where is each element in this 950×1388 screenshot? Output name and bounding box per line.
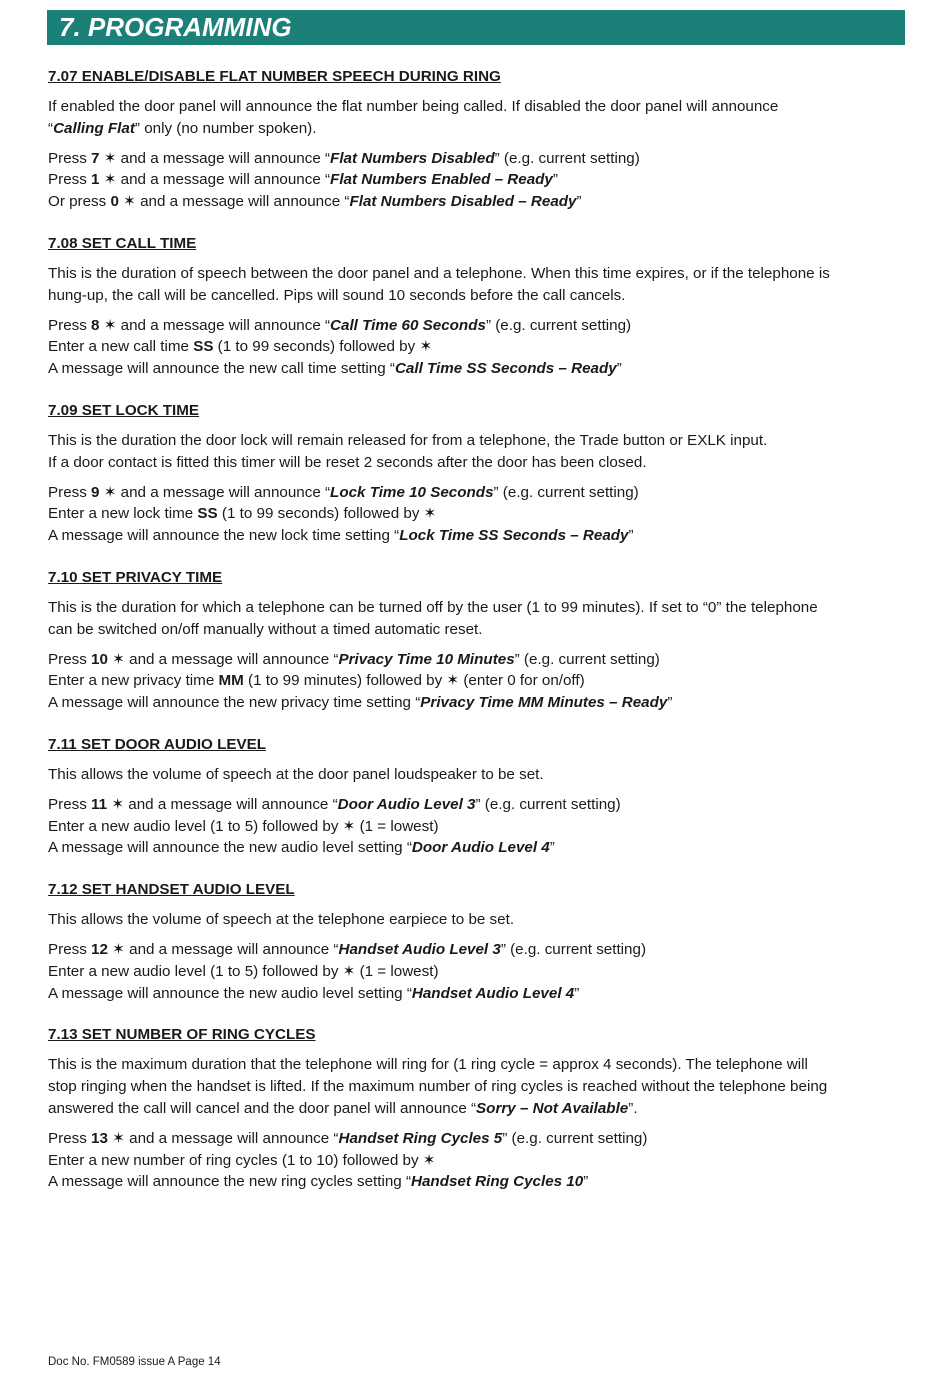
text-run: A message will announce the new audio level setting “ — [48, 839, 412, 857]
document-body — [48, 66, 906, 1213]
key-code: 8 — [91, 316, 100, 334]
instruction-step — [48, 525, 906, 547]
instruction-steps — [48, 482, 906, 547]
section-description — [48, 430, 906, 474]
section-7-07 — [48, 66, 906, 213]
section-7-13 — [48, 1024, 906, 1193]
instruction-step — [48, 816, 906, 838]
text-run: Enter a new number of ring cycles (1 to 10) followed by ✶ — [48, 1151, 436, 1169]
key-code: SS — [197, 505, 218, 523]
text-run: Press — [48, 149, 92, 167]
announced-message: Flat Numbers Disabled – Ready — [349, 193, 577, 211]
text-run: ” (e.g. current setting) — [475, 795, 621, 813]
instruction-step — [48, 1128, 906, 1150]
instruction-step — [48, 983, 906, 1005]
text-run: ✶ and a message will announce “ — [107, 1129, 339, 1147]
text-run: Press — [48, 940, 92, 958]
text-run: ” — [552, 171, 558, 189]
text-run: Press — [48, 171, 92, 189]
text-run: ” — [583, 1173, 589, 1191]
instruction-steps — [48, 794, 906, 859]
section-7-11 — [48, 734, 906, 859]
text-run: ” — [549, 839, 555, 857]
text-run: ” — [574, 984, 580, 1002]
text-run: (1 to 99 seconds) followed by ✶ — [213, 338, 433, 356]
instruction-step — [48, 1150, 906, 1172]
section-heading: 7.07 ENABLE/DISABLE FLAT NUMBER SPEECH DURING RING — [48, 68, 501, 85]
announced-message: Privacy Time MM Minutes – Ready — [420, 694, 668, 712]
instruction-step — [48, 961, 906, 983]
text-run: This is the duration the door lock will remain released for from a telephone, the Trade button or EXLK input. — [48, 431, 768, 449]
announced-message: Call Time SS Seconds – Ready — [394, 360, 617, 378]
text-run: ” — [628, 527, 634, 545]
description-line — [48, 1076, 906, 1098]
description-line — [48, 452, 906, 474]
text-run: hung-up, the call will be cancelled. Pips will sound 10 seconds before the call cancels. — [48, 286, 626, 304]
section-description — [48, 263, 906, 307]
announced-message: Flat Numbers Enabled – Ready — [330, 171, 553, 189]
text-run: This is the duration of speech between the door panel and a telephone. When this time expires, or if the telephone is — [48, 264, 830, 282]
text-run: ✶ and a message will announce “ — [118, 193, 350, 211]
announced-message: Door Audio Level 3 — [337, 795, 476, 813]
key-code: 10 — [91, 650, 108, 668]
section-7-12 — [48, 879, 906, 1004]
text-run: ” — [616, 360, 622, 378]
section-description — [48, 909, 906, 931]
section-7-10 — [48, 567, 906, 714]
announced-message: Door Audio Level 4 — [411, 839, 550, 857]
announced-message: Handset Ring Cycles 10 — [411, 1173, 584, 1191]
description-line — [48, 764, 906, 786]
instruction-steps — [48, 315, 906, 380]
key-code: 12 — [91, 940, 108, 958]
instruction-steps — [48, 148, 906, 213]
text-run: ” only (no number spoken). — [134, 119, 317, 137]
description-line — [48, 263, 906, 285]
announced-message: Handset Audio Level 3 — [338, 940, 501, 958]
description-line — [48, 1098, 906, 1120]
text-run: If enabled the door panel will announce the flat number being called. If disabled the door panel will announce — [48, 98, 779, 115]
key-code: 0 — [110, 193, 119, 211]
text-run: Enter a new audio level (1 to 5) followed by ✶ (1 = lowest) — [48, 817, 439, 835]
text-run: ”. — [628, 1099, 638, 1117]
key-code: SS — [193, 338, 214, 356]
description-line — [48, 430, 906, 452]
instruction-step — [48, 315, 906, 337]
text-run: (1 to 99 seconds) followed by ✶ — [217, 505, 437, 523]
text-run: answered the call will cancel and the door panel will announce “ — [48, 1099, 477, 1117]
section-description — [48, 1054, 906, 1119]
section-heading: 7.11 SET DOOR AUDIO LEVEL — [48, 735, 267, 753]
text-run: ” (e.g. current setting) — [502, 1129, 648, 1147]
text-run: “ — [48, 119, 54, 137]
section-description — [48, 764, 906, 786]
section-7-08 — [48, 233, 906, 380]
text-run: Enter a new call time — [48, 338, 194, 356]
instruction-step — [48, 939, 906, 961]
text-run: ” — [667, 694, 673, 712]
text-run: Enter a new audio level (1 to 5) followed by ✶ (1 = lowest) — [48, 962, 439, 980]
key-code: 13 — [91, 1129, 108, 1147]
section-heading: 7.08 SET CALL TIME — [48, 234, 197, 252]
text-run: This allows the volume of speech at the telephone earpiece to be set. — [48, 911, 515, 929]
key-code: MM — [218, 672, 244, 690]
text-run: ✶ and a message will announce “ — [99, 316, 331, 334]
instruction-step — [48, 670, 906, 692]
text-run: Press — [48, 483, 92, 501]
text-run: Enter a new privacy time — [48, 672, 219, 690]
instruction-steps — [48, 939, 906, 1004]
text-run: Press — [48, 1129, 92, 1147]
description-line — [48, 619, 906, 641]
text-run: A message will announce the new lock time setting “ — [48, 527, 400, 545]
instruction-step — [48, 503, 906, 525]
instruction-step — [48, 482, 906, 504]
description-line — [48, 909, 906, 931]
text-run: ✶ and a message will announce “ — [99, 171, 331, 189]
instruction-step — [48, 358, 906, 380]
text-run: ” (e.g. current setting) — [485, 316, 632, 334]
instruction-step — [48, 191, 906, 213]
announced-message: Lock Time SS Seconds – Ready — [399, 527, 629, 545]
announced-message: Privacy Time 10 Minutes — [338, 650, 515, 668]
section-7-09 — [48, 400, 906, 547]
section-description — [48, 96, 906, 140]
text-run: Press — [48, 316, 92, 334]
announced-message: Handset Ring Cycles 5 — [338, 1129, 503, 1147]
text-run: If a door contact is fitted this timer will be reset 2 seconds after the door has been closed. — [48, 453, 647, 471]
text-run: ” (e.g. current setting) — [514, 650, 660, 668]
text-run: Press — [48, 795, 92, 813]
text-run: A message will announce the new privacy time setting “ — [48, 694, 421, 712]
announced-message: Call Time 60 Seconds — [330, 316, 486, 334]
text-run: ✶ and a message will announce “ — [107, 940, 339, 958]
announced-message: Calling Flat — [53, 119, 135, 137]
text-run: can be switched on/off manually without a timed automatic reset. — [48, 620, 483, 638]
description-line — [48, 96, 906, 118]
instruction-step — [48, 1171, 906, 1193]
instruction-step — [48, 794, 906, 816]
text-run: ” — [576, 193, 582, 211]
instruction-step — [48, 148, 906, 170]
text-run: This is the maximum duration that the telephone will ring for (1 ring cycle = approx 4 seconds). The telephone will — [48, 1056, 808, 1074]
page-title: 7. PROGRAMMING — [59, 12, 292, 42]
key-code: 7 — [91, 149, 100, 167]
section-description — [48, 597, 906, 641]
key-code: 9 — [91, 483, 100, 501]
announced-message: Sorry – Not Available — [476, 1099, 629, 1117]
instruction-step — [48, 837, 906, 859]
text-run: This is the duration for which a telephone can be turned off by the user (1 to 99 minutes). If set to “0” the telephone — [48, 598, 818, 616]
text-run: Enter a new lock time — [48, 505, 198, 523]
instruction-step — [48, 649, 906, 671]
text-run: ” (e.g. current setting) — [493, 483, 639, 501]
text-run: ✶ and a message will announce “ — [99, 149, 331, 167]
instruction-steps — [48, 1128, 906, 1193]
instruction-steps — [48, 649, 906, 714]
page-footer: Doc No. FM0589 issue A Page 14 — [48, 1356, 221, 1368]
text-run: ✶ and a message will announce “ — [99, 483, 331, 501]
text-run: ✶ and a message will announce “ — [107, 795, 338, 813]
text-run: A message will announce the new call time setting “ — [48, 360, 395, 378]
instruction-step — [48, 169, 906, 191]
instruction-step — [48, 692, 906, 714]
announced-message: Handset Audio Level 4 — [411, 984, 575, 1002]
section-heading: 7.12 SET HANDSET AUDIO LEVEL — [48, 881, 295, 899]
key-code: 1 — [91, 171, 100, 189]
text-run: (1 to 99 minutes) followed by ✶ (enter 0 for on/off) — [243, 672, 585, 690]
text-run: Or press — [48, 193, 111, 211]
text-run: This allows the volume of speech at the door panel loudspeaker to be set. — [48, 765, 544, 783]
key-code: 11 — [91, 795, 108, 813]
text-run: Press — [48, 650, 92, 668]
announced-message: Flat Numbers Disabled — [330, 149, 495, 167]
page-title-banner — [47, 10, 905, 45]
instruction-step — [48, 336, 906, 358]
section-heading: 7.09 SET LOCK TIME — [48, 401, 200, 419]
description-line — [48, 1054, 906, 1076]
text-run: A message will announce the new audio level setting “ — [48, 984, 412, 1002]
text-run: stop ringing when the handset is lifted. If the maximum number of ring cycles is reached without the telephone being — [48, 1078, 828, 1096]
description-line — [48, 597, 906, 619]
text-run: ✶ and a message will announce “ — [107, 650, 339, 668]
text-run: ” (e.g. current setting) — [494, 149, 640, 167]
section-heading: 7.10 SET PRIVACY TIME — [48, 568, 223, 586]
description-line — [48, 285, 906, 307]
text-run: ” (e.g. current setting) — [500, 940, 647, 958]
description-line — [48, 118, 906, 140]
text-run: A message will announce the new ring cycles setting “ — [48, 1173, 412, 1191]
section-heading: 7.13 SET NUMBER OF RING CYCLES — [48, 1026, 316, 1044]
announced-message: Lock Time 10 Seconds — [330, 483, 494, 501]
